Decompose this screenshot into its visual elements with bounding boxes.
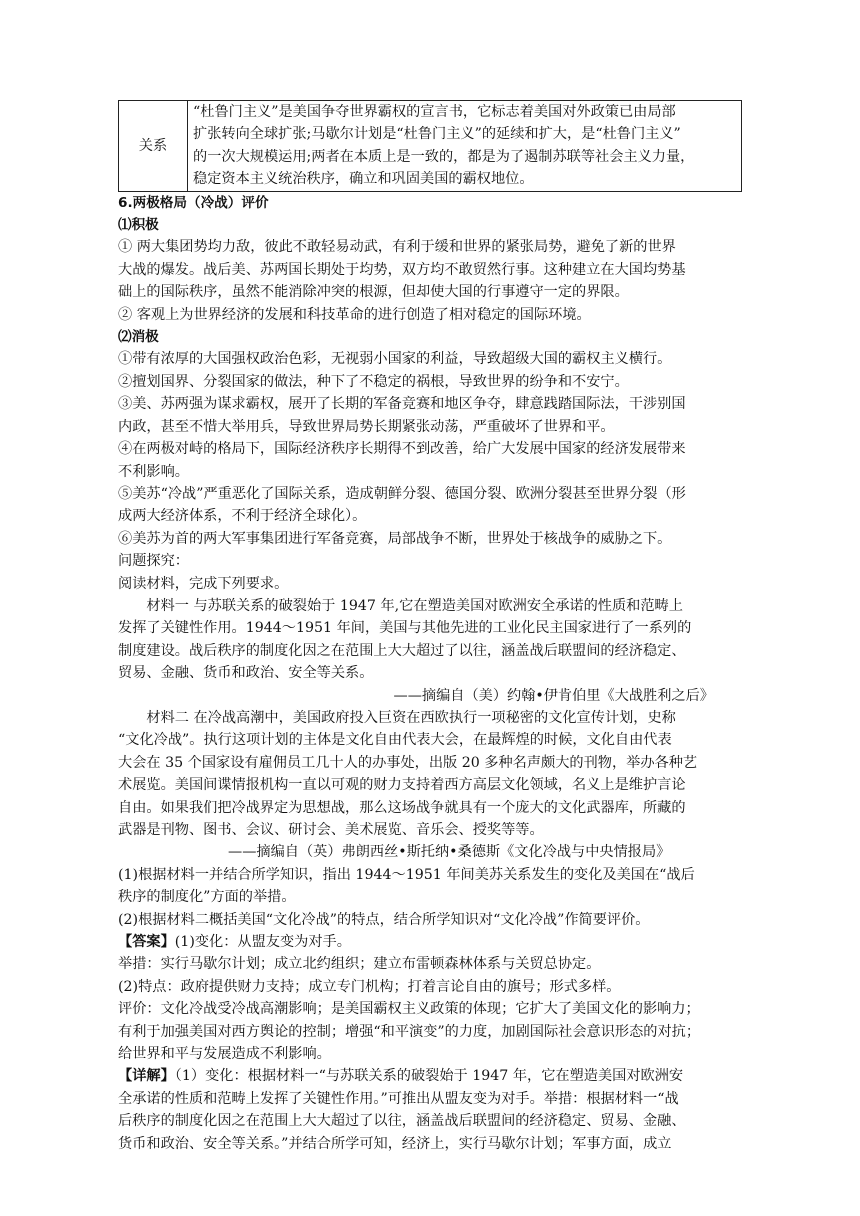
material-two-line: “文化冷战”。执行这项计划的主体是文化自由代表大会，在最辉煌的时候，文化自由代表 [118,732,672,749]
detail-line: 货币和政治、安全等关系。”并结合所学可知，经济上，实行马歇尔计划；军事方面，成立 [118,1135,672,1152]
answer-one-text: (1)变化：从盟友变为对手。 [174,934,351,951]
positive-line: ② 客观上为世界经济的发展和科技革命的进行创造了相对稳定的国际环境。 [118,306,591,323]
table-text-line: 扩张转向全球扩张;马歇尔计划是“杜鲁门主义”的延续和扩大，是“杜鲁门主义” [193,126,681,143]
negative-line: ③美、苏两强为谋求霸权，展开了长期的军备竞赛和地区争夺，肆意践踏国际法，干涉别国 [118,396,686,413]
document-page [118,100,742,1155]
detail-line: 全承诺的性质和范畴上发挥了关键性作用。”可推出从盟友变为对手。举措：根据材料一“战 [118,1090,679,1107]
material-one-line: 制度建设。战后秩序的制度化因之在范围上大大超过了以往，涵盖战后联盟间的经济稳定、 [118,642,686,659]
inquiry-instruction: 阅读材料，完成下列要求。 [118,575,289,592]
answer-two-eval-line: 给世界和平与发展造成不利影响。 [118,1046,331,1063]
positive-line: 础上的国际秩序，虽然不能消除冲突的根源，但却使大国的行事遵守一定的界限。 [118,284,629,301]
material-two-line: 材料二 在冷战高潮中，美国政府投入巨资在西欧执行一项秘密的文化宣传计划，史称 [146,709,676,726]
answer-two-eval-line: 评价：文化冷战受冷战高潮影响；是美国霸权主义政策的体现；它扩大了美国文化的影响力； [118,1001,700,1018]
question-one-line: (1)根据材料一并结合所学知识，指出 1944～1951 年间美苏关系发生的变化及美国在“战后 [118,866,695,883]
positive-line: ① 两大集团势均力敌，彼此不敢轻易动武，有利于缓和世界的紧张局势，避免了新的世界 [118,239,676,256]
negative-line: ⑥美苏为首的两大军事集团进行军备竞赛，局部战争不断，世界处于核战争的威胁之下。 [118,530,672,547]
material-two-line: 术展览。美国间谍情报机构一直以可观的财力支持着西方高层文化领域，名义上是维护言论 [118,777,686,794]
question-two: (2)根据材料二概括美国“文化冷战”的特点，结合所学知识对“文化冷战”作简要评价。 [118,911,650,928]
positive-line: 大战的爆发。战后美、苏两国长期处于均势，双方均不敢贸然行事。这种建立在大国均势基 [118,261,686,278]
negative-line: ⑤美苏“冷战”严重恶化了国际关系，造成朝鲜分裂、德国分裂、欧洲分裂甚至世界分裂（形 [118,485,686,502]
answer-two-eval-line: 有利于加强美国对西方舆论的控制；增强“和平演变”的力度，加剧国际社会意识形态的对抗； [118,1023,701,1040]
negative-line: 不利影响。 [118,463,189,480]
material-one-line: 发挥了关键性作用。1944～1951 年间，美国与其他先进的工业化民主国家进行了一系列的 [118,620,692,637]
answer-one-measures: 举措：实行马歇尔计划；成立北约组织；建立布雷顿森林体系与关贸总协定。 [118,956,601,973]
detail-tag: 【详解】 [118,1068,175,1085]
inquiry-title: 问题探究： [118,553,189,570]
answer-two: (2)特点：政府提供财力支持；成立专门机构；打着言论自由的旗号；形式多样。 [118,978,621,995]
table-row [119,101,742,192]
table-row-label: 关系 [119,101,188,192]
positive-heading: ⑴积极 [118,217,159,234]
material-one-source: ——摘编自（美）约翰•伊肯伯里《大战胜利之后》 [393,687,714,704]
material-two-line: 自由。如果我们把冷战界定为思想战，那么这场战争就具有一个庞大的文化武器库，所藏的 [118,799,686,816]
relation-table [118,100,742,192]
table-text-line: 的一次大规模运用;两者在本质上是一致的，都是为了遏制苏联等社会主义力量， [193,148,695,165]
table-text-line: 稳定资本主义统治秩序，确立和巩固美国的霸权地位。 [193,171,534,188]
section-heading: 6.两极格局（冷战）评价 [118,194,269,211]
detail-line: 后秩序的制度化因之在范围上大大超过了以往，涵盖战后联盟间的经济稳定、贸易、金融、 [118,1113,686,1130]
material-one-line: 材料一 与苏联关系的破裂始于 1947 年,它在塑造美国对欧洲安全承诺的性质和范畴上 [146,597,683,614]
negative-line: 成两大经济体系，不利于经济全球化）。 [118,508,367,525]
negative-line: 内政，甚至不惜大举用兵，导致世界局势长期紧张动荡，严重破坏了世界和平。 [118,418,615,435]
material-two-source: ——摘编自（英）弗朗西丝•斯托纳•桑德斯《文化冷战与中央情报局》 [228,844,671,861]
table-text-line: “杜鲁门主义”是美国争夺世界霸权的宣言书，它标志着美国对外政策已由局部 [193,104,676,120]
question-one-line: 秩序的制度化”方面的举措。 [118,889,296,906]
material-one-line: 贸易、金融、货币和政治、安全等关系。 [118,665,374,682]
negative-line: ④在两极对峙的格局下，国际经济秩序长期得不到改善，给广大发展中国家的经济发展带来 [118,441,686,458]
detail-first-text: （1）变化：根据材料一“与苏联关系的破裂始于 1947 年，它在塑造美国对欧洲安 [174,1068,684,1085]
negative-line: ①带有浓厚的大国强权政治色彩，无视弱小国家的利益，导致超级大国的霸权主义横行。 [118,351,672,368]
table-row-content [188,101,742,192]
detail-first-line [118,1065,742,1087]
answer-one [118,931,742,953]
negative-line: ②擅划国界、分裂国家的做法，种下了不稳定的祸根，导致世界的纷争和不安宁。 [118,373,629,390]
material-two-line: 武器是刊物、图书、会议、研讨会、美术展览、音乐会、授奖等等。 [118,822,544,838]
answer-tag: 【答案】 [118,934,175,951]
material-two-line: 大会在 35 个国家设有雇佣员工几十人的办事处，出版 20 多种名声颇大的刊物，举办各种艺 [118,754,698,771]
negative-heading: ⑵消极 [118,329,159,346]
